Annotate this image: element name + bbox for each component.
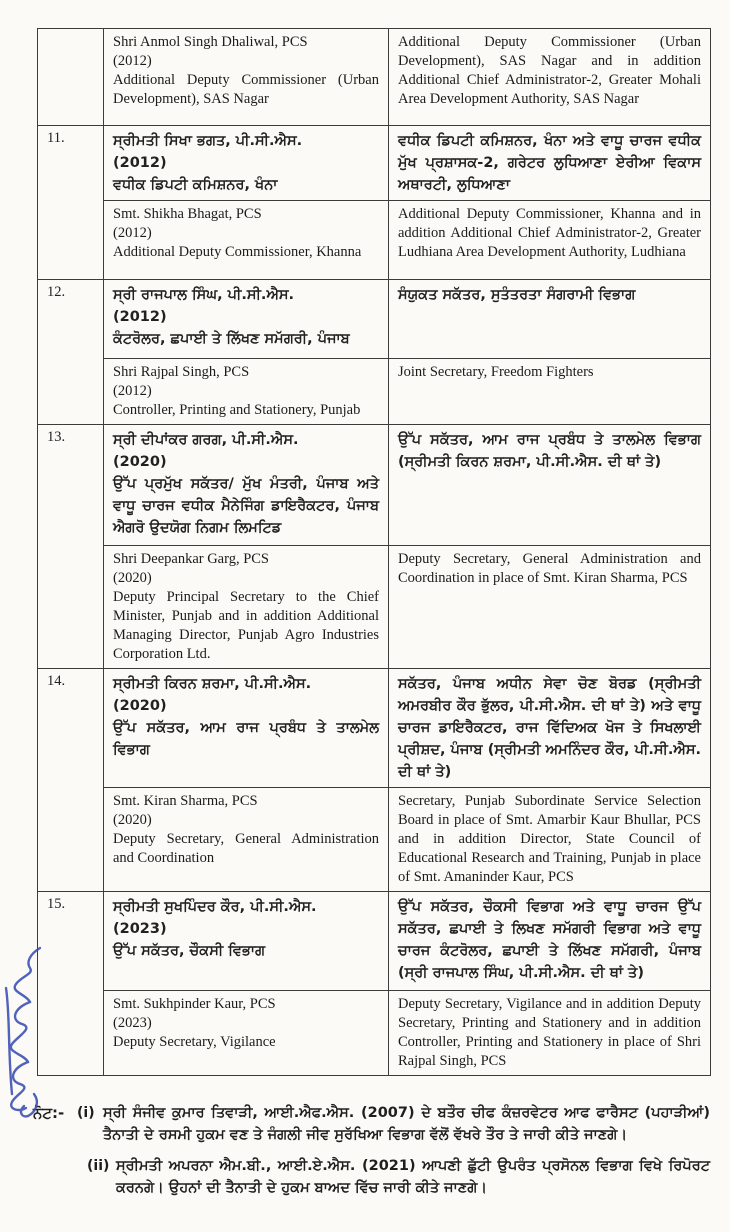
officer-cell-punjabi bbox=[104, 669, 389, 788]
posting-text: ਸਕੱਤਰ, ਪੰਜਾਬ ਅਧੀਨ ਸੇਵਾ ਚੋਣ ਬੋਰਡ (ਸ੍ਰੀਮਤੀ ਅਮਰਬੀਰ ਕੌਰ ਭੁੱਲਰ, ਪੀ.ਸੀ.ਐਸ. ਦੀ ਥਾਂ ਤੇ) ਅਤੇ ਵਾਧੂ ਚਾਰਜ ਡਾਇਰੈਕਟਰ, ਰਾਜ ਵਿੱਦਿਅਕ ਖੋਜ ਤੇ ਸਿਖਲਾਈ ਪ੍ਰੀਸ਼ਦ, ਪੰਜਾਬ (ਸ੍ਰੀਮਤੀ ਅਮਨਿੰਦਰ ਕੌਰ, ਪੀ.ਸੀ.ਐਸ. ਦੀ ਥਾਂ ਤੇ) bbox=[398, 676, 701, 780]
officer-name: Smt. Sukhpinder Kaur, PCS bbox=[113, 996, 276, 1012]
batch-year: (2012) bbox=[113, 53, 152, 69]
officer-cell-english bbox=[104, 991, 389, 1076]
batch-year: (2020) bbox=[113, 812, 152, 828]
officer-cell-english bbox=[104, 788, 389, 892]
notes-section bbox=[33, 1102, 710, 1199]
officer-designation: Deputy Principal Secretary to the Chief Minister, Punjab and in addition Additional Managing Director, Punjab Agro Industries Corporation Ltd. bbox=[113, 589, 379, 662]
posting-text: Deputy Secretary, General Administration and Coordination in place of Smt. Kiran Sharma, PCS bbox=[398, 551, 701, 586]
serial-cell bbox=[38, 29, 104, 126]
officer-name: ਸ੍ਰੀਮਤੀ ਸੁਖਪਿੰਦਰ ਕੌਰ, ਪੀ.ਸੀ.ਐਸ. bbox=[113, 899, 317, 915]
posting-cell-english bbox=[389, 546, 711, 669]
serial-cell: 14. bbox=[38, 669, 104, 892]
officer-cell-english bbox=[104, 29, 389, 126]
officer-designation: Deputy Secretary, General Administration and Coordination bbox=[113, 831, 379, 866]
batch-year: (2023) bbox=[113, 921, 167, 937]
table-row bbox=[38, 280, 711, 359]
officer-name: ਸ੍ਰੀ ਦੀਪਾਂਕਰ ਗਰਗ, ਪੀ.ਸੀ.ਐਸ. bbox=[113, 432, 299, 448]
officer-designation: ਵਧੀਕ ਡਿਪਟੀ ਕਮਿਸ਼ਨਰ, ਖੰਨਾ bbox=[113, 177, 278, 193]
officer-name: ਸ੍ਰੀਮਤੀ ਸਿਖਾ ਭਗਤ, ਪੀ.ਸੀ.ਐਸ. bbox=[113, 133, 303, 149]
posting-text: ਉੱਪ ਸਕੱਤਰ, ਚੌਕਸੀ ਵਿਭਾਗ ਅਤੇ ਵਾਧੂ ਚਾਰਜ ਉੱਪ ਸਕੱਤਰ, ਛਪਾਈ ਤੇ ਲਿਖਣ ਸਮੱਗਰੀ ਵਿਭਾਗ ਅਤੇ ਵਾਧੂ ਚਾਰਜ ਕੰਟਰੋਲਰ, ਛਪਾਈ ਤੇ ਲਿੱਖਣ ਸਮੱਗਰੀ, ਪੰਜਾਬ (ਸ੍ਰੀ ਰਾਜਪਾਲ ਸਿੰਘ, ਪੀ.ਸੀ.ਐਸ. ਦੀ ਥਾਂ ਤੇ) bbox=[398, 899, 701, 981]
table-row bbox=[38, 126, 711, 201]
officer-cell-punjabi bbox=[104, 126, 389, 201]
officer-name: Shri Deepankar Garg, PCS bbox=[113, 551, 269, 567]
officer-designation: Additional Deputy Commissioner, Khanna bbox=[113, 244, 362, 260]
note-item bbox=[33, 1102, 710, 1146]
batch-year: (2012) bbox=[113, 155, 167, 171]
serial-cell: 11. bbox=[38, 126, 104, 280]
serial-cell: 15. bbox=[38, 892, 104, 1076]
posting-cell-english bbox=[389, 991, 711, 1076]
officer-name: ਸ੍ਰੀਮਤੀ ਕਿਰਨ ਸ਼ਰਮਾ, ਪੀ.ਸੀ.ਐਸ. bbox=[113, 676, 312, 692]
batch-year: (2012) bbox=[113, 225, 152, 241]
officer-cell-punjabi bbox=[104, 280, 389, 359]
batch-year: (2020) bbox=[113, 570, 152, 586]
note-text: ਸ੍ਰੀਮਤੀ ਅਪਰਨਾ ਐਮ.ਬੀ., ਆਈ.ਏ.ਐਸ. (2021) ਆਪਣੀ ਛੁੱਟੀ ਉਪਰੰਤ ਪ੍ਰਸੋਨਲ ਵਿਭਾਗ ਵਿਖੇ ਰਿਪੋਰਟ ਕਰਨਗੇ। ਉਹਨਾਂ ਦੀ ਤੈਨਾਤੀ ਦੇ ਹੁਕਮ ਬਾਅਦ ਵਿੱਚ ਜਾਰੀ ਕੀਤੇ ਜਾਣਗੇ। bbox=[116, 1158, 710, 1196]
posting-cell-english bbox=[389, 788, 711, 892]
note-text: ਸ੍ਰੀ ਸੰਜੀਵ ਕੁਮਾਰ ਤਿਵਾੜੀ, ਆਈ.ਐਫ.ਐਸ. (2007) ਦੇ ਬਤੌਰ ਚੀਫ ਕੰਜ਼ਰਵੇਟਰ ਆਫ ਫਾਰੈਸਟ (ਪਹਾੜੀਆਂ) ਤੈਨਾਤੀ ਦੇ ਰਸਮੀ ਹੁਕਮ ਵਣ ਤੇ ਜੰਗਲੀ ਜੀਵ ਸੁਰੱਖਿਆ ਵਿਭਾਗ ਵੱਲੋਂ ਵੱਖਰੇ ਤੌਰ ਤੇ ਜਾਰੀ ਕੀਤੇ ਜਾਣਗੇ। bbox=[103, 1105, 710, 1143]
note-item bbox=[33, 1155, 710, 1199]
officer-designation: Deputy Secretary, Vigilance bbox=[113, 1034, 276, 1050]
batch-year: (2020) bbox=[113, 698, 167, 714]
officer-designation: Additional Deputy Commissioner (Urban Development), SAS Nagar bbox=[113, 72, 379, 107]
posting-text: Additional Deputy Commissioner, Khanna and in addition Additional Chief Administrator-2, Greater Ludhiana Area Development Authority, Ludhiana bbox=[398, 206, 701, 260]
table-row bbox=[38, 788, 711, 892]
posting-cell-punjabi bbox=[389, 126, 711, 201]
officer-designation: Controller, Printing and Stationery, Punjab bbox=[113, 402, 361, 418]
table-row bbox=[38, 991, 711, 1076]
table-row bbox=[38, 359, 711, 425]
posting-cell-punjabi bbox=[389, 892, 711, 991]
posting-cell-english bbox=[389, 201, 711, 280]
posting-text: ਵਧੀਕ ਡਿਪਟੀ ਕਮਿਸ਼ਨਰ, ਖੰਨਾ ਅਤੇ ਵਾਧੂ ਚਾਰਜ ਵਧੀਕ ਮੁੱਖ ਪ੍ਰਸ਼ਾਸਕ-2, ਗਰੇਟਰ ਲੁਧਿਆਣਾ ਏਰੀਆ ਵਿਕਾਸ ਅਥਾਰਟੀ, ਲੁਧਿਆਣਾ bbox=[398, 133, 701, 193]
officer-designation: ਉੱਪ ਸਕੱਤਰ, ਆਮ ਰਾਜ ਪ੍ਰਬੰਧ ਤੇ ਤਾਲਮੇਲ ਵਿਭਾਗ bbox=[113, 720, 379, 758]
officer-name: Shri Rajpal Singh, PCS bbox=[113, 364, 250, 380]
serial-cell: 12. bbox=[38, 280, 104, 425]
posting-text: ਸੰਯੁਕਤ ਸਕੱਤਰ, ਸੁਤੰਤਰਤਾ ਸੰਗਰਾਮੀ ਵਿਭਾਗ bbox=[398, 287, 636, 303]
serial-cell: 13. bbox=[38, 425, 104, 669]
batch-year: (2012) bbox=[113, 383, 152, 399]
posting-cell-english bbox=[389, 29, 711, 126]
officer-name: Smt. Shikha Bhagat, PCS bbox=[113, 206, 262, 222]
posting-cell-punjabi bbox=[389, 669, 711, 788]
document-page bbox=[0, 28, 730, 1232]
note-label: ਨੋਟ:- bbox=[33, 1104, 65, 1122]
officer-cell-punjabi bbox=[104, 425, 389, 546]
officer-designation: ਉੱਪ ਪ੍ਰਮੁੱਖ ਸਕੱਤਰ/ ਮੁੱਖ ਮੰਤਰੀ, ਪੰਜਾਬ ਅਤੇ ਵਾਧੂ ਚਾਰਜ ਵਧੀਕ ਮੈਨੇਜਿੰਗ ਡਾਇਰੈਕਟਰ, ਪੰਜਾਬ ਐਗਰੋ ਉਦਯੋਗ ਨਿਗਮ ਲਿਮਟਿਡ bbox=[113, 476, 379, 536]
officer-name: Shri Anmol Singh Dhaliwal, PCS bbox=[113, 34, 308, 50]
posting-text: Additional Deputy Commissioner (Urban Development), SAS Nagar and in addition Additional Chief Administrator-2, Greater Mohali Area Development Authority, SAS Nagar bbox=[398, 34, 701, 107]
note-marker: (ii) bbox=[87, 1158, 110, 1174]
officer-name: ਸ੍ਰੀ ਰਾਜਪਾਲ ਸਿੰਘ, ਪੀ.ਸੀ.ਐਸ. bbox=[113, 287, 295, 303]
batch-year: (2020) bbox=[113, 454, 167, 470]
officer-name: Smt. Kiran Sharma, PCS bbox=[113, 793, 258, 809]
posting-text: Deputy Secretary, Vigilance and in addition Deputy Secretary, Printing and Stationery and in addition Controller, Printing and Stationery in place of Shri Rajpal Singh, PCS bbox=[398, 996, 701, 1069]
officer-designation: ਉੱਪ ਸਕੱਤਰ, ਚੌਕਸੀ ਵਿਭਾਗ bbox=[113, 943, 266, 959]
posting-text: Joint Secretary, Freedom Fighters bbox=[398, 364, 594, 380]
posting-text: ਉੱਪ ਸਕੱਤਰ, ਆਮ ਰਾਜ ਪ੍ਰਬੰਧ ਤੇ ਤਾਲਮੇਲ ਵਿਭਾਗ (ਸ੍ਰੀਮਤੀ ਕਿਰਨ ਸ਼ਰਮਾ, ਪੀ.ਸੀ.ਐਸ. ਦੀ ਥਾਂ ਤੇ) bbox=[398, 432, 701, 470]
posting-cell-punjabi bbox=[389, 425, 711, 546]
batch-year: (2012) bbox=[113, 309, 167, 325]
posting-cell-english bbox=[389, 359, 711, 425]
posting-cell-punjabi bbox=[389, 280, 711, 359]
table-row bbox=[38, 29, 711, 126]
table-row bbox=[38, 892, 711, 991]
table-row bbox=[38, 201, 711, 280]
table-row bbox=[38, 425, 711, 546]
officer-cell-english bbox=[104, 359, 389, 425]
transfer-table bbox=[37, 28, 711, 1076]
officer-designation: ਕੰਟਰੋਲਰ, ਛਪਾਈ ਤੇ ਲਿੱਖਣ ਸਮੱਗਰੀ, ਪੰਜਾਬ bbox=[113, 331, 350, 347]
officer-cell-english bbox=[104, 546, 389, 669]
table-row bbox=[38, 546, 711, 669]
officer-cell-punjabi bbox=[104, 892, 389, 991]
table-row bbox=[38, 669, 711, 788]
note-marker: (i) bbox=[77, 1105, 95, 1121]
posting-text: Secretary, Punjab Subordinate Service Selection Board in place of Smt. Amarbir Kaur Bhullar, PCS and in addition Director, State Council of Educational Research and Training, Punjab in place of Smt. Amaninder Kaur, PCS bbox=[398, 793, 701, 885]
officer-cell-english bbox=[104, 201, 389, 280]
batch-year: (2023) bbox=[113, 1015, 152, 1031]
